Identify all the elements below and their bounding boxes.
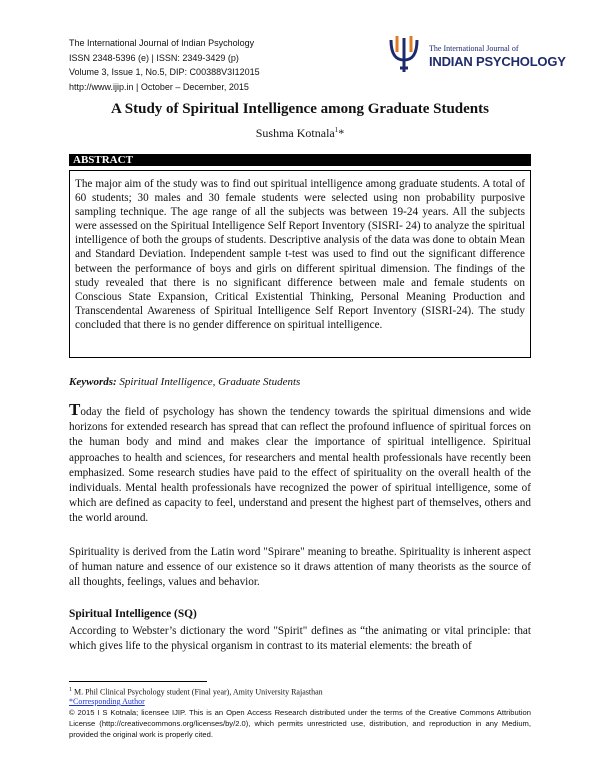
issn-line: ISSN 2348-5396 (e) | ISSN: 2349-3429 (p) xyxy=(69,52,239,63)
keywords-label: Keywords: xyxy=(69,376,117,388)
journal-logo xyxy=(383,30,566,76)
intro-paragraph xyxy=(69,400,531,527)
abstract-heading: ABSTRACT xyxy=(69,154,531,166)
footnote-mark: 1 xyxy=(69,687,72,693)
author-star: * xyxy=(338,126,345,140)
logo-title: INDIAN PSYCHOLOGY xyxy=(429,54,566,69)
author-name: Sushma Kotnala xyxy=(255,126,335,140)
paper-title: A Study of Spiritual Intelligence among Graduate Students xyxy=(111,101,489,117)
trident-logo-icon xyxy=(383,32,425,74)
author-line xyxy=(0,126,600,141)
abstract-text: The major aim of the study was to find out spiritual intelligence among graduate students. A total of 60 students; 30 males and 30 female students were selected using non probability purposive sampling technique. The age range of all the subjects was between 19-24 years. All the subjects were assessed on the Spiritual Intelligence Self Report Inventory (SISRI- 24) to analyze the spiritual intelligence of both the groups of students. Descriptive analysis of the data was done to obtain Mean and Standard Deviation. Independent sample t-test was used to find out the significant difference between the performance of boys and girls on different spiritual dimension. The findings of the study revealed that there is no significant difference between male and female students on Conscious State Expansion, Critical Existential Thinking, Personal Meaning Production and Transcendental Awareness of Spiritual Intelligence Self Report Inventory (SISRI-24). The study concluded that there is no gender difference on spiritual intelligence. xyxy=(75,178,525,331)
keywords-value: Spiritual Intelligence, Graduate Students xyxy=(116,376,301,388)
license-text: © 2015 I S Kotnala; licensee IJIP. This is an Open Access Research distributed under the terms of the Creative Commons Attribution License (http://creativecommons.org/licenses/by/2.0), which permits unrestricted use, distribution, and reproduction in any Medium, provided the original work is properly cited. xyxy=(69,708,531,739)
logo-subtitle: The International Journal of xyxy=(429,44,519,53)
footnote-divider xyxy=(69,681,207,682)
url-date-line[interactable]: http://www.ijip.in | October – December, 2015 xyxy=(69,81,249,92)
journal-header xyxy=(69,36,260,94)
footnote-affiliation-text: M. Phil Clinical Psychology student (Final year), Amity University Rajasthan xyxy=(72,687,323,697)
author-footnote-mark: 1 xyxy=(334,126,339,134)
volume-line: Volume 3, Issue 1, No.5, DIP: C00388V3I12015 xyxy=(69,67,260,77)
spirituality-paragraph: Spirituality is derived from the Latin word "Spirare" meaning to breathe. Spirituality is inherent aspect of human nature and essence of our existence so it draws attention of many theorists as the source of all thoughts, feelings, values and behavior. xyxy=(69,546,531,589)
definition-paragraph: According to Webster’s dictionary the word "Spirit" defines as “the animating or vital principle: that which gives life to the physical organism in contrast to its material elements: the breath of xyxy=(69,625,531,653)
drop-cap: T xyxy=(69,400,81,419)
intro-paragraph-text: oday the field of psychology has shown the tendency towards the spiritual dimensions and wide horizons for extended research has spread that can reflect the profound influence of spiritual forces on the human body and mind and makes clear the importance of spiritual intelligence. Spiritual approaches to health and sciences, for researchers and mental health professionals have recently been emphasized. Some research studies have paid to the effect of spirituality on the overall health of the individuals. Mental health professionals have recognized the power of spiritual intelligence, some of which are defined as capacity to feel, understand and present the highest part of themselves, others and the world around. xyxy=(69,406,531,525)
section-heading: Spiritual Intelligence (SQ) xyxy=(69,608,197,620)
corresponding-author-link[interactable]: *Corresponding Author xyxy=(69,697,145,706)
journal-name: The International Journal of Indian Psychology xyxy=(69,38,255,48)
keywords-line xyxy=(69,376,300,388)
abstract-box xyxy=(69,170,531,358)
